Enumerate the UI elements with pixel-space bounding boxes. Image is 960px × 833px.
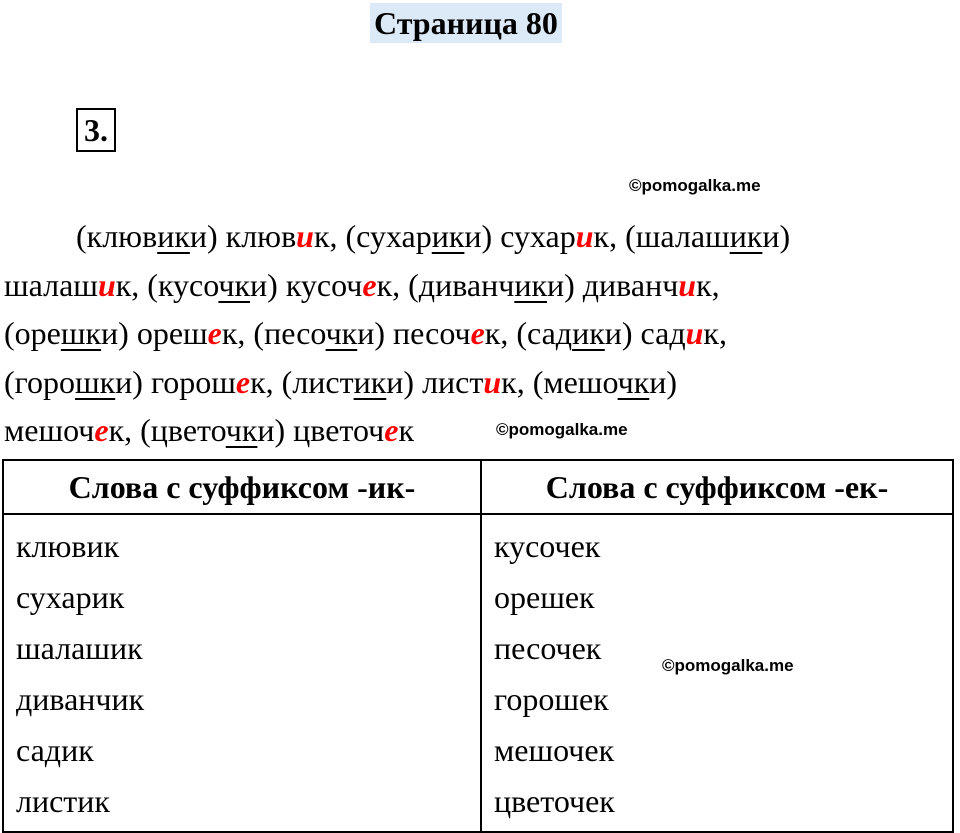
paragraph-text: к, (мешо [501, 363, 618, 400]
paragraph-text: к, [703, 315, 727, 351]
paragraph-text: к, (кусо [115, 266, 219, 303]
paragraph-text: и) цветоч [257, 412, 385, 448]
paragraph-text: (горо [4, 363, 75, 400]
paragraph-line [4, 212, 954, 261]
task-number-box: 3. [76, 108, 116, 152]
highlighted-vowel: е [362, 266, 377, 303]
highlighted-vowel: и [575, 218, 594, 254]
watermark-table: ©pomogalka.me [662, 656, 794, 675]
header-ek-column: Слова с суффиксом -ек- [481, 460, 953, 514]
underlined-suffix: чк [225, 412, 258, 448]
watermark-middle: ©pomogalka.me [496, 420, 628, 439]
paragraph-text: и) ореш [101, 315, 208, 351]
paragraph-line [4, 358, 954, 407]
highlighted-vowel: е [207, 315, 222, 351]
paragraph-text: шалаш [4, 266, 98, 303]
ek-word: кусочек [494, 528, 601, 564]
highlighted-vowel: е [470, 315, 485, 351]
underlined-suffix: ик [431, 218, 465, 254]
watermark-top: ©pomogalka.me [629, 176, 761, 195]
ik-word: клювик [16, 528, 120, 564]
paragraph-text: (оре [4, 315, 61, 351]
underlined-suffix: шк [74, 363, 116, 400]
paragraph-text: к, (сад [484, 315, 573, 351]
underlined-suffix: ик [353, 363, 387, 400]
highlighted-vowel: и [685, 315, 704, 351]
underlined-suffix: ик [572, 315, 605, 351]
underlined-suffix: чк [325, 315, 358, 351]
highlighted-vowel: е [94, 412, 109, 448]
ik-word: садик [16, 732, 94, 768]
paragraph-text: к, (песо [221, 315, 326, 351]
ek-word: орешек [494, 579, 595, 615]
paragraph-text: и) песоч [357, 315, 471, 351]
ek-word: горошек [494, 681, 609, 717]
exercise-paragraph [4, 212, 954, 455]
paragraph-text: к, (диванч [376, 266, 515, 303]
paragraph-text: к, [696, 266, 720, 303]
underlined-suffix: ик [514, 266, 547, 303]
paragraph-text: мешоч [4, 412, 95, 448]
paragraph-line [4, 261, 954, 310]
underlined-suffix: ик [729, 218, 763, 254]
paragraph-line [4, 406, 954, 455]
paragraph-text: и) диванч [546, 266, 679, 303]
paragraph-text: и) клюв [189, 218, 297, 254]
paragraph-text: к [398, 412, 414, 448]
paragraph-text: к, (цвето [108, 412, 226, 448]
paragraph-text: к, (лист [250, 363, 354, 400]
paragraph-text: и) лист [386, 363, 484, 400]
ik-word: шалашик [16, 630, 143, 666]
ik-word: сухарик [16, 579, 125, 615]
page-title: Страница 80 [370, 3, 562, 43]
paragraph-line [4, 309, 954, 358]
ek-word: мешочек [494, 732, 615, 768]
paragraph-text: и) сад [604, 315, 686, 351]
paragraph-text: к, (шалаш [593, 218, 730, 254]
table-body-row [3, 514, 953, 832]
underlined-suffix: чк [617, 363, 650, 400]
underlined-suffix: ик [157, 218, 190, 254]
paragraph-text: и) кусоч [250, 266, 363, 303]
highlighted-vowel: е [384, 412, 399, 448]
suffix-table [2, 459, 954, 833]
table-header-row [3, 460, 953, 514]
highlighted-vowel: и [678, 266, 697, 303]
header-ik-column: Слова с суффиксом -ик- [3, 460, 481, 514]
ek-word: цветочек [494, 783, 615, 819]
highlighted-vowel: е [235, 363, 251, 400]
highlighted-vowel: и [97, 266, 116, 303]
paragraph-text: и) [649, 363, 678, 400]
ek-word: песочек [494, 630, 602, 666]
ik-words-cell [3, 514, 481, 832]
paragraph-text: к, (сухар [313, 218, 432, 254]
highlighted-vowel: и [296, 218, 314, 254]
paragraph-text: и) сухар [464, 218, 576, 254]
highlighted-vowel: и [483, 363, 502, 400]
paragraph-text: и) [762, 218, 791, 254]
ik-word: листик [16, 783, 110, 819]
paragraph-text: (клюв [76, 218, 158, 254]
underlined-suffix: чк [218, 266, 251, 303]
paragraph-text: и) горош [115, 363, 236, 400]
underlined-suffix: шк [60, 315, 102, 351]
ik-word: диванчик [16, 681, 145, 717]
